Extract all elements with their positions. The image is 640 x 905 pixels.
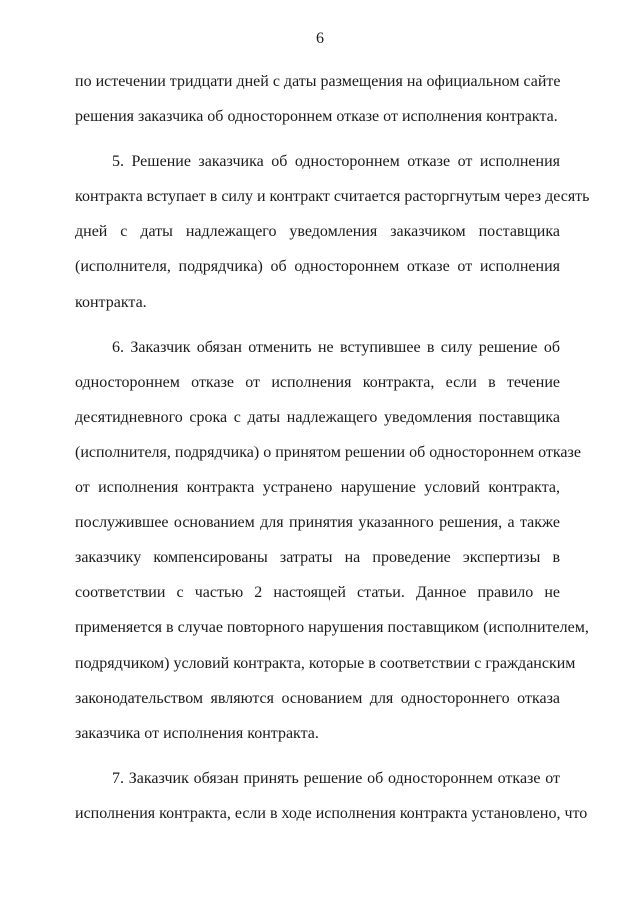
text-line: 5. Решение заказчика об одностороннем отказе от исполнения — [112, 153, 560, 171]
text-line: контракта. — [75, 293, 147, 311]
text-line: контракта вступает в силу и контракт считается расторгнутым через десять — [75, 188, 590, 206]
text-line: 7. Заказчик обязан принять решение об одностороннем отказе от — [112, 769, 560, 787]
text-line: от исполнения контракта устранено нарушение условий контракта, — [75, 479, 560, 497]
document-body — [75, 64, 590, 831]
paragraph-6 — [75, 330, 589, 751]
text-line: исполнения контракта, если в ходе исполнения контракта установлено, что — [75, 804, 588, 822]
page-number: 6 — [316, 30, 324, 47]
text-line: применяется в случае повторного нарушения поставщиком (исполнителем, — [75, 619, 589, 637]
text-line: (исполнителя, подрядчика) о принятом решении об одностороннем отказе — [75, 443, 581, 461]
text-line: дней с даты надлежащего уведомления заказчиком поставщика — [75, 223, 560, 241]
paragraph-5 — [75, 144, 590, 319]
text-line: десятидневного срока с даты надлежащего уведомления поставщика — [75, 408, 560, 426]
text-line: подрядчиком) условий контракта, которые в соответствии с гражданским — [75, 654, 576, 672]
text-line: заказчику компенсированы затраты на проведение экспертизы в — [75, 549, 560, 567]
text-line: решения заказчика об одностороннем отказе от исполнения контракта. — [75, 108, 558, 126]
text-line: послужившее основанием для принятия указанного решения, а также — [75, 514, 560, 532]
text-line: соответствии с частью 2 настоящей статьи. Данное правило не — [75, 584, 560, 602]
text-line: законодательством являются основанием для одностороннего отказа — [75, 689, 560, 707]
text-line: заказчика от исполнения контракта. — [75, 724, 319, 742]
paragraph-continuation — [75, 64, 560, 134]
text-line: по истечении тридцати дней с даты размещения на официальном сайте — [75, 73, 561, 90]
paragraph-7 — [75, 761, 588, 831]
text-line: одностороннем отказе от исполнения контракта, если в течение — [75, 373, 560, 391]
text-line: 6. Заказчик обязан отменить не вступившее в силу решение об — [112, 338, 560, 356]
text-line: (исполнителя, подрядчика) об одностороннем отказе от исполнения — [75, 258, 560, 276]
